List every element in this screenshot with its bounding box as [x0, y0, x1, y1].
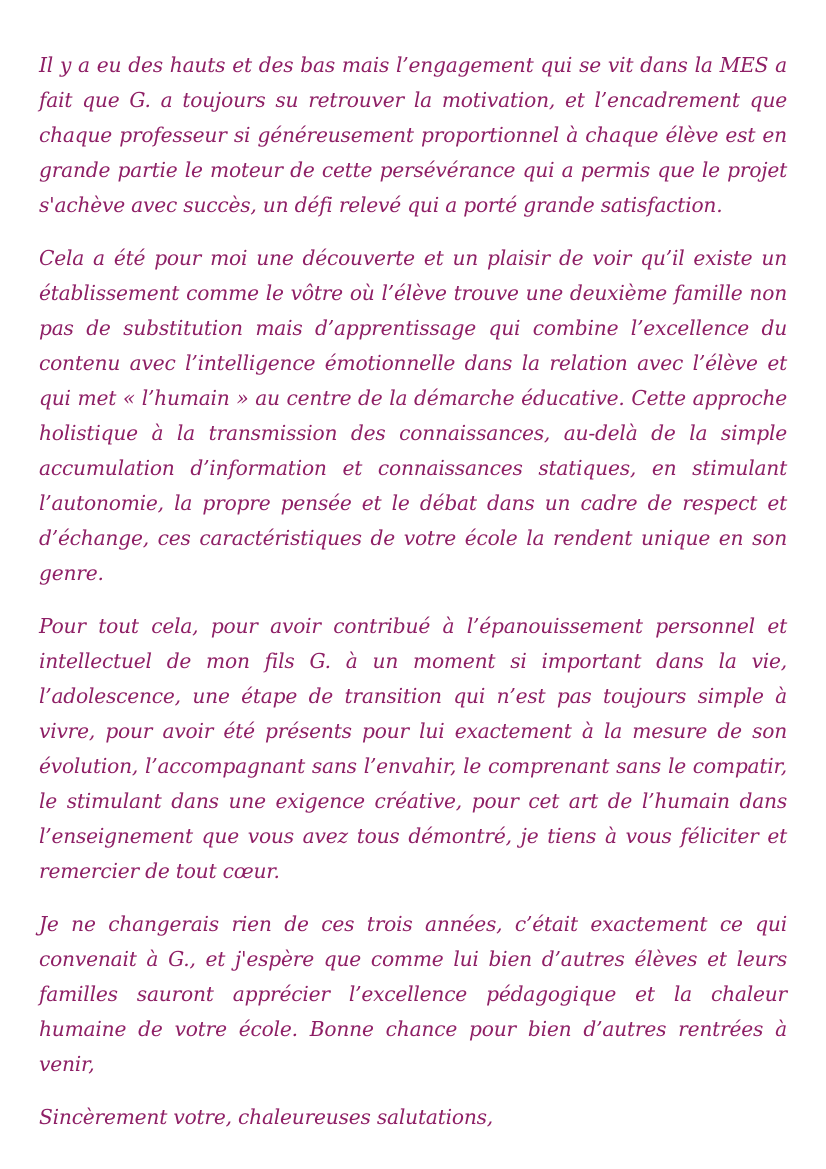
letter-body — [39, 48, 787, 1135]
letter-paragraph-3: Pour tout cela, pour avoir contribué à l’épanouissement personnel et intellectuel de mon fils G. à un moment si important dans la vie, l’adolescence, une étape de transition qui n’est pas toujours simple à vivre, pour avoir été présents pour lui exactement à la mesure de son évolution, l’accompagnant sans l’envahir, le comprenant sans le compatir, le stimulant dans une exigence créative, pour cet art de l’humain dans l’enseignement que vous avez tous démontré, je tiens à vous féliciter et remercier de tout cœur. — [39, 614, 787, 883]
letter-paragraph-2: Cela a été pour moi une découverte et un plaisir de voir qu’il existe un établissement comme le vôtre où l’élève trouve une deuxième famille non pas de substitution mais d’apprentissage qui combine l’excellence du contenu avec l’intelligence émotionnelle dans la relation avec l’élève et qui met « l’humain » au centre de la démarche éducative. Cette approche holistique à la transmission des connaissances, au-delà de la simple accumulation d’information et connaissances statiques, en stimulant l’autonomie, la propre pensée et le débat dans un cadre de respect et d’échange, ces caractéristiques de votre école la rendent unique en son genre. — [39, 246, 787, 585]
letter-paragraph-1: Il y a eu des hauts et des bas mais l’engagement qui se vit dans la MES a fait que G. a toujours su retrouver la motivation, et l’encadrement que chaque professeur si généreusement proportionnel à chaque élève est en grande partie le moteur de cette persévérance qui a permis que le projet s'achève avec succès, un défi relevé qui a porté grande satisfaction. — [39, 53, 787, 217]
letter-closing: Sincèrement votre, chaleureuses salutations, — [39, 1105, 493, 1129]
letter-paragraph-4: Je ne changerais rien de ces trois années, c’était exactement ce qui convenait à G., et j'espère que comme lui bien d’autres élèves et leurs familles sauront apprécier l’excellence pédagogique et la chaleur humaine de votre école. Bonne chance pour bien d’autres rentrées à venir, — [39, 912, 787, 1076]
